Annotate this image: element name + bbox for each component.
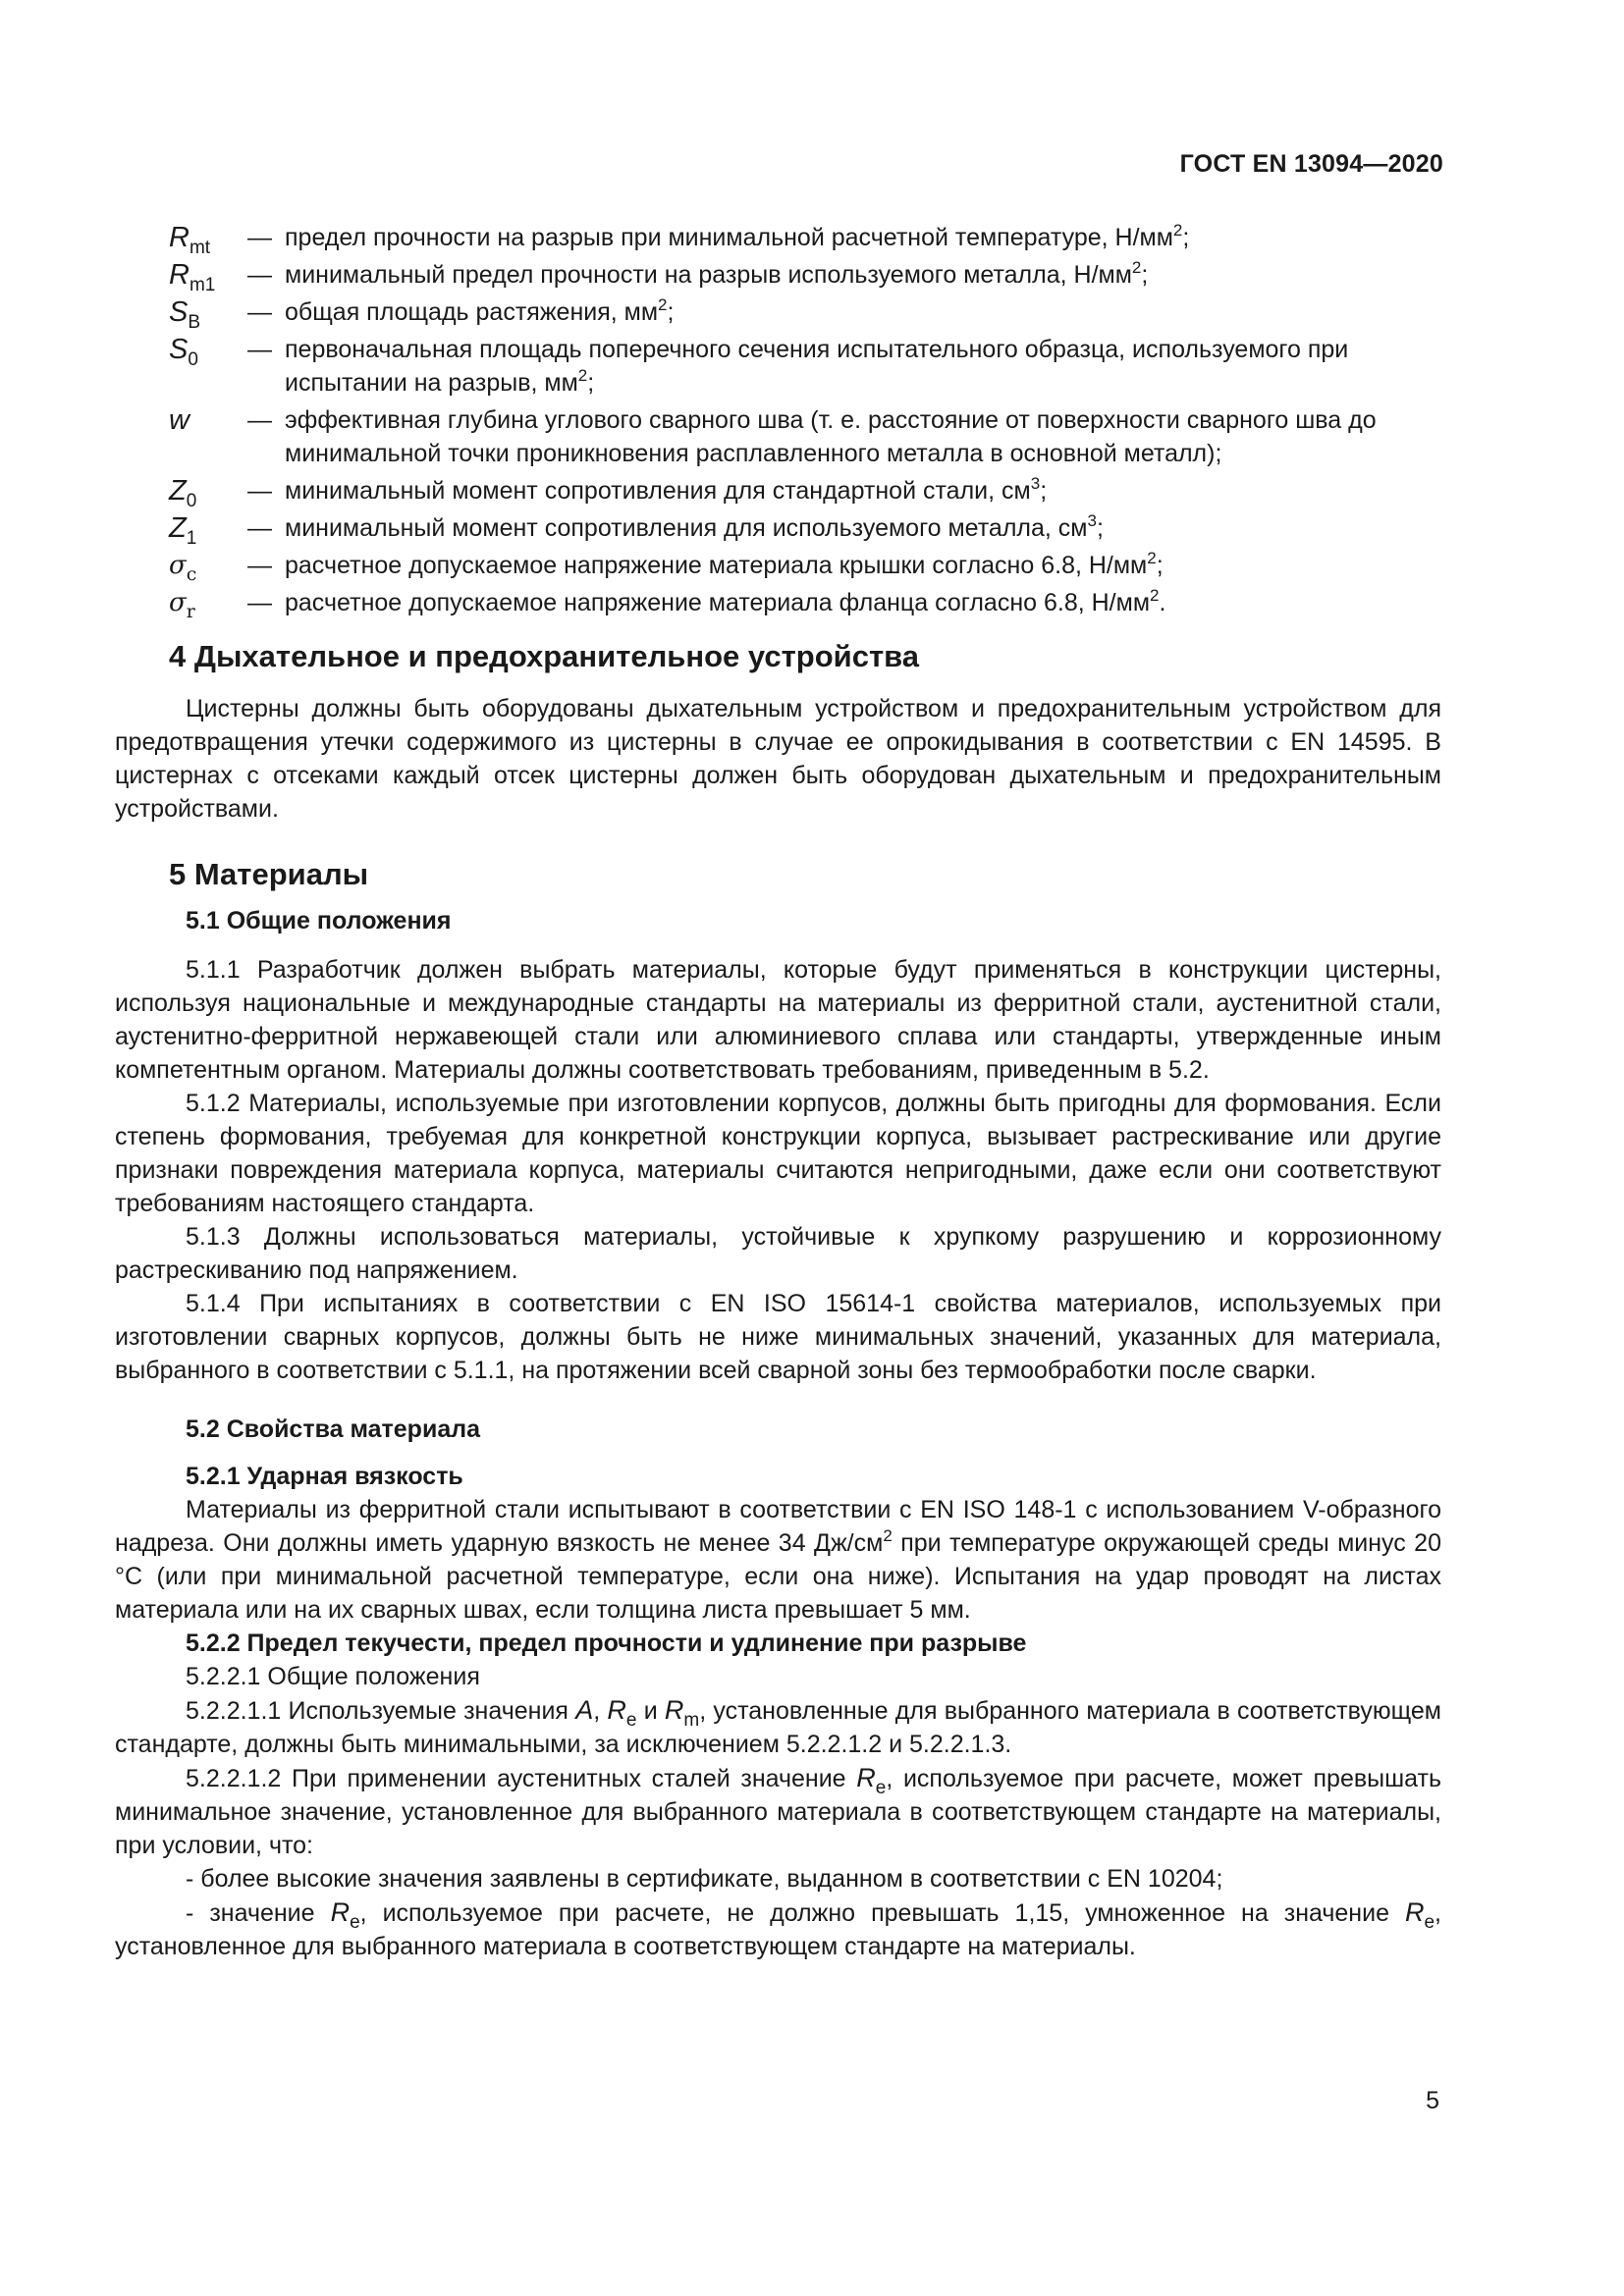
paragraph-5-2-2-1: 5.2.2.1 Общие положения [186,1663,480,1690]
symbol: w [169,404,189,436]
definition-text: расчетное допускаемое напряжение материала фланца согласно 6.8, $Н/мм^2$. [285,586,1166,616]
dash: — [247,477,272,505]
definition-text: предел прочности на разрыв при минимальной расчетной температуре, $Н/мм^2$; [285,221,1190,251]
symbol: $S_0$ [169,334,198,370]
symbol: $\sigma_c$ [169,551,197,585]
symbol: $R_{m1}$ [169,259,216,295]
subsection-5-2-1-heading: 5.2.1 Ударная вязкость [186,1463,463,1490]
dash: — [247,589,272,616]
section-5-heading: 5 Материалы [169,857,369,891]
paragraph-5-2-2-1-2: 5.2.2.1.2 При применении аустенитных сталей значение $R_e$, используемое при расчете, может превышать минимальное значение, установленное для выбранного материала в соответствующем стандарте на материалы, при условии, что: [115,1763,1441,1859]
dash: — [247,224,272,251]
paragraph-5-2-2-1-1: 5.2.2.1.1 Используемые значения A, $R_e$ и $R_m$, установленные для выбранного материала в соответствующем стандарте, должны быть минимальными, за исключением 5.2.2.1.2 и 5.2.2.1.3. [115,1695,1441,1758]
definition-text: минимальный предел прочности на разрыв используемого металла, $Н/мм^2$; [285,258,1149,289]
symbol: $Z_1$ [169,512,197,549]
definition-row [169,333,1441,400]
dash: — [247,336,272,363]
paragraph-5-1-2: 5.1.2 Материалы, используемые при изготовлении корпусов, должны быть пригодны для формования. Если степень формования, требуемая для конкретной конструкции корпуса, вызывает растрескивание или другие признаки повреждения материала корпуса, материалы считаются непригодными, даже если они соответствуют требованиям настоящего стандарта. [115,1090,1441,1217]
symbol: $Z_0$ [169,475,197,511]
section-4-paragraph: Цистерны должны быть оборудованы дыхательным устройством и предохранительным устройством для предотвращения утечки содержимого из цистерны в случае ее опрокидывания в соответствии с EN 14595. В цистернах с отсеками каждый отсек цистерны должен быть оборудован дыхательным и предохранительным устройствами. [115,695,1441,823]
subsection-5-2-2-heading: 5.2.2 Предел текучести, предел прочности и удлинение при разрыве [186,1629,1027,1657]
definition-row [169,586,1441,622]
definition-row [169,511,1441,549]
dash: — [247,552,272,579]
definition-row [169,221,1441,258]
bullet-item: - значение $R_e$, используемое при расчете, не должно превышать 1,15, умноженное на значение $R_e$, установленное для выбранного материала в соответствующем стандарте на материалы. [115,1897,1441,1960]
symbol-definitions [169,221,1441,622]
dash: — [247,261,272,289]
paragraph-5-1-1: 5.1.1 Разработчик должен выбрать материалы, которые будут применяться в конструкции цистерны, используя национальные и международные стандарты на материалы из ферритной стали, аустенитной стали, аустенитно-ферритной нержавеющей стали или алюминиевого сплава или стандарты, утвержденные иным компетентным органом. Материалы должны соответствовать требованиям, приведенным в 5.2. [115,956,1441,1084]
definition-text: минимальный момент сопротивления для используемого металла, $см^3$; [285,511,1104,542]
definition-text: минимальный момент сопротивления для стандартной стали, $см^3$; [285,474,1048,505]
dash: — [247,298,272,326]
definition-text: общая площадь растяжения, $мм^2$; [285,295,675,326]
document-body [115,221,1441,1963]
definition-text: расчетное допускаемое напряжение материала крышки согласно 6.8, $Н/мм^2$; [285,549,1164,579]
section-4-heading: 4 Дыхательное и предохранительное устройства [169,639,920,673]
document-header: ГОСТ EN 13094—2020 [1179,150,1443,178]
definition-row [169,549,1441,585]
definition-text: первоначальная площадь поперечного сечения испытательного образца, используемого при испытании на разрыв, $мм^2$; [285,336,1349,397]
symbol: $S_B$ [169,296,201,333]
symbol: $\sigma_r$ [169,588,195,622]
dash: — [247,514,272,542]
subsection-5-1-heading: 5.1 Общие положения [186,907,452,934]
symbol: $R_{mt}$ [169,222,211,258]
paragraph-5-1-3: 5.1.3 Должны использоваться материалы, устойчивые к хрупкому разрушению и коррозионному растрескиванию под напряжением. [115,1223,1441,1284]
dash: — [247,406,272,434]
definition-text: эффективная глубина углового сварного шва (т. е. расстояние от поверхности сварного шва до минимальной точки проникновения расплавленного металла в основной металл); [285,406,1377,467]
definition-row [169,403,1441,470]
paragraph-5-1-4: 5.1.4 При испытаниях в соответствии с EN ISO 15614-1 свойства материалов, используемых при изготовлении сварных корпусов, должны быть не ниже минимальных значений, указанных для материала, выбранного в соответствии с 5.1.1, на протяжении всей сварной зоны без термообработки после сварки. [115,1290,1441,1384]
paragraph-5-2-1: Материалы из ферритной стали испытывают в соответствии с EN ISO 148-1 с использованием V-образного надреза. Они должны иметь ударную вязкость не менее 34 $Дж/см^2$ при температуре окружающей среды минус 20 °С (или при минимальной расчетной температуре, если она ниже). Испытания на удар проводят на листах материала или на их сварных швах, если толщина листа превышает 5 мм. [115,1496,1441,1624]
definition-row [169,474,1441,511]
definition-row [169,258,1441,295]
bullet-item: - более высокие значения заявлены в сертификате, выданном в соответствии с EN 10204; [186,1865,1223,1893]
definition-row [169,295,1441,333]
subsection-5-2-heading: 5.2 Свойства материала [186,1415,481,1443]
page-number: 5 [1426,2087,1439,2114]
